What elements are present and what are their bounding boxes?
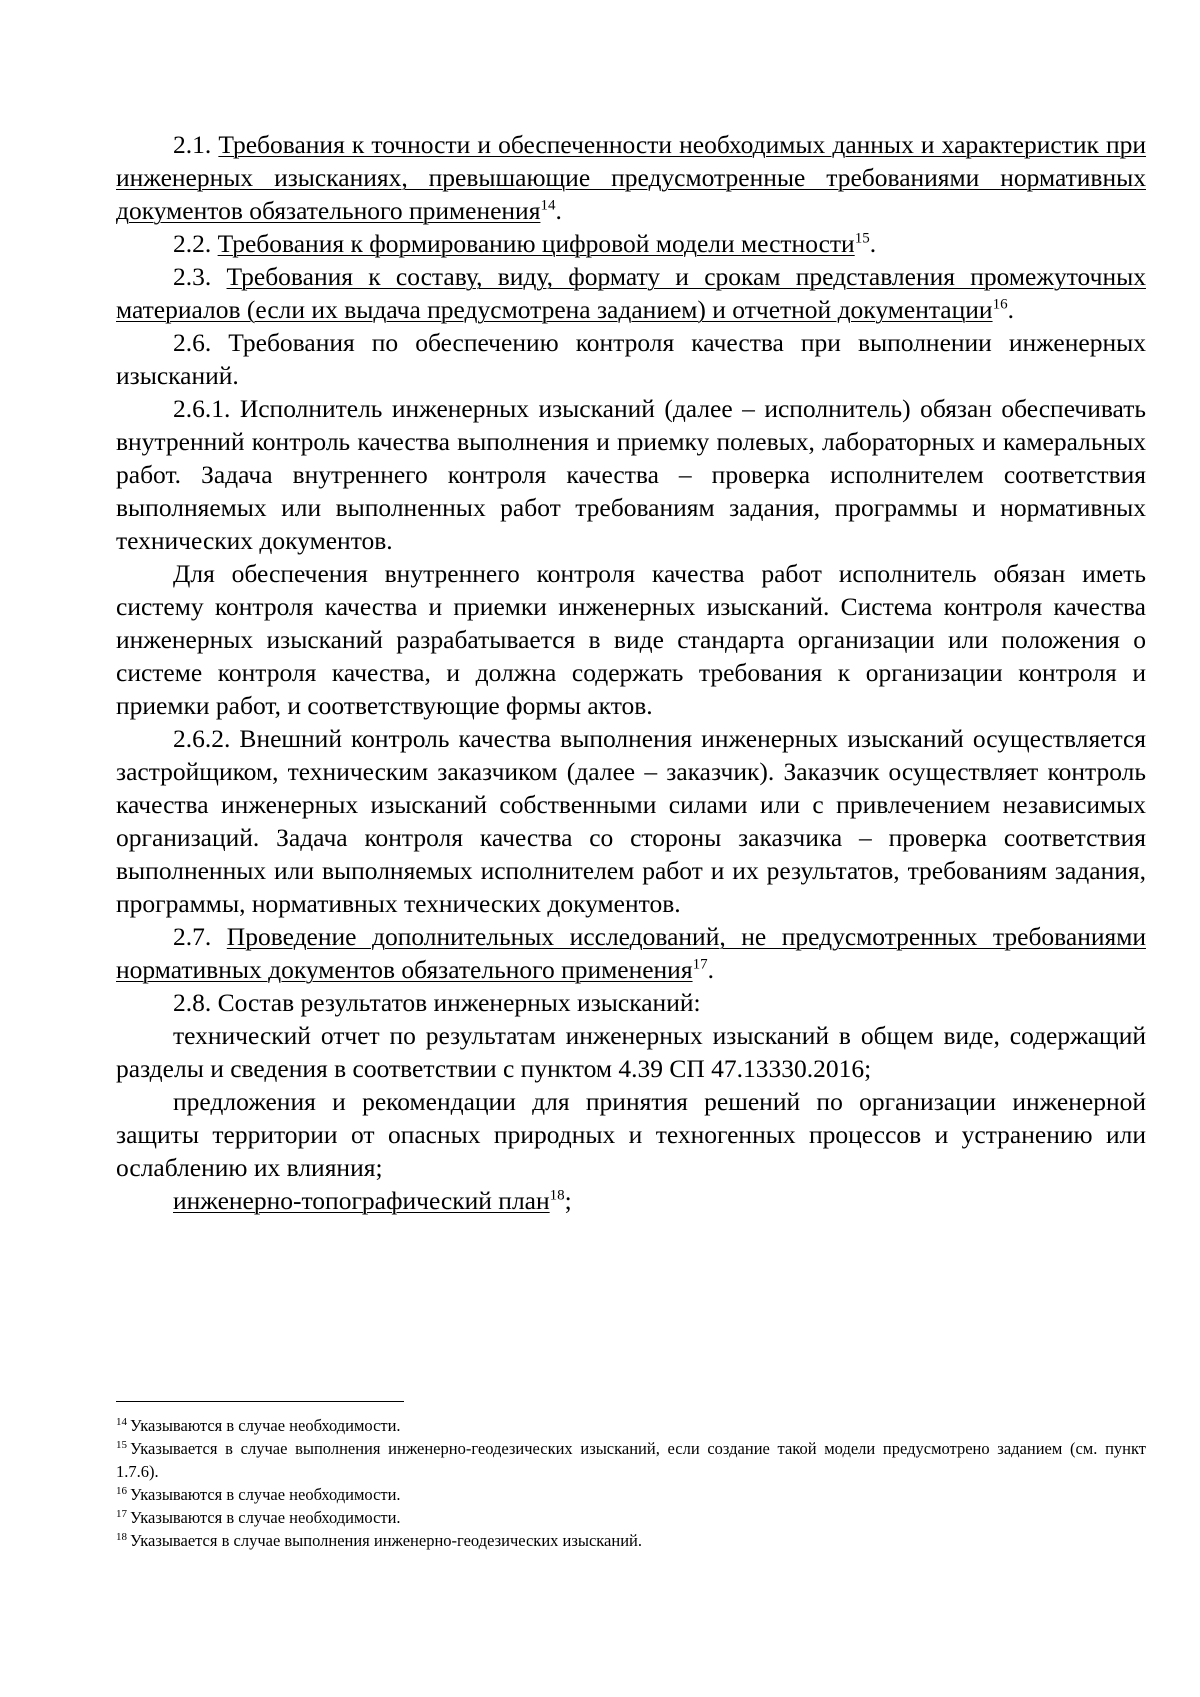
list-item-technical-report: [116, 1019, 1146, 1085]
footnote-17: [116, 1506, 1146, 1529]
paragraph-text: Требования к формированию цифровой модели местности: [217, 229, 855, 258]
paragraph-2-1: [116, 128, 1146, 227]
footnote-ref[interactable]: 14: [540, 197, 556, 214]
paragraph-text: 2.6.1. Исполнитель инженерных изысканий (далее – исполнитель) обязан обеспечивать внутренний контроль качества выполнения и приемку полевых, лабораторных и камеральных работ. Задача внутреннего контроля качества – проверка исполнителем соответствия выполняемых или выполненных работ требованиям задания, программы и нормативных технических документов.: [116, 394, 1146, 555]
paragraph-text: Требования к точности и обеспеченности необходимых данных и характеристик при инженерных изысканиях, превышающие предусмотренные требованиями нормативных документов обязательного применения: [116, 130, 1147, 225]
paragraph-text: технический отчет по результатам инженерных изысканий в общем виде, содержащий разделы и сведения в соответствии с пунктом 4.39 СП 47.13330.2016;: [116, 1021, 1146, 1083]
paragraph-2-6-1: [116, 392, 1146, 557]
footnote-18: [116, 1529, 1146, 1552]
paragraph-2-8: [116, 986, 1146, 1019]
footnote-15: [116, 1437, 1146, 1483]
paragraph-punct: .: [1007, 295, 1014, 324]
list-item-topographic-plan: [116, 1184, 1146, 1217]
footnote-16: [116, 1483, 1146, 1506]
paragraph-text: 2.6. Требования по обеспечению контроля качества при выполнении инженерных изысканий.: [116, 328, 1146, 390]
paragraph-number: 2.2.: [173, 229, 218, 258]
footnote-number: 15: [116, 1438, 127, 1451]
paragraph-text: Требования к составу, виду, формату и срокам представления промежуточных материалов (если их выдача предусмотрена заданием) и отчетной документации: [116, 262, 1146, 324]
paragraph-text: Для обеспечения внутреннего контроля качества работ исполнитель обязан иметь систему контроля качества и приемки инженерных изысканий. Система контроля качества инженерных изысканий разрабатывается в виде стандарта организации или положения о системе контроля качества, и должна содержать требования к организации контроля и приемки работ, и соответствующие формы актов.: [116, 559, 1146, 720]
paragraph-2-2: [116, 227, 1146, 260]
paragraph-number: 2.1.: [173, 130, 219, 159]
footnote-text: Указываются в случае необходимости.: [130, 1508, 401, 1527]
footnote-text: Указывается в случае выполнения инженерно-геодезических изысканий.: [130, 1531, 642, 1550]
footnote-ref[interactable]: 15: [854, 230, 870, 247]
footnotes-section: [116, 1414, 1146, 1552]
paragraph-text: Проведение дополнительных исследований, не предусмотренных требованиями нормативных документов обязательного применения: [116, 922, 1146, 984]
paragraph-punct: .: [869, 229, 877, 258]
paragraph-2-6: [116, 326, 1146, 392]
footnote-number: 14: [116, 1415, 127, 1428]
footnote-text: Указывается в случае выполнения инженерно-геодезических изысканий, если создание такой модели предусмотрено заданием (см. пункт 1.7.6).: [116, 1439, 1146, 1481]
footnote-ref[interactable]: 17: [692, 956, 708, 973]
paragraph-2-6-2: [116, 722, 1146, 920]
footnote-14: [116, 1414, 1146, 1437]
footnote-separator: [116, 1401, 404, 1402]
paragraph-internal-control: [116, 557, 1146, 722]
paragraph-number: 2.3.: [173, 262, 227, 291]
paragraph-text: 2.6.2. Внешний контроль качества выполнения инженерных изысканий осуществляется застройщиком, техническим заказчиком (далее – заказчик). Заказчик осуществляет контроль качества инженерных изысканий собственными силами или с привлечением независимых организаций. Задача контроля качества со стороны заказчика – проверка соответствия выполненных или выполняемых исполнителем работ и их результатов, требованиям задания, программы, нормативных технических документов.: [116, 724, 1146, 918]
footnote-number: 17: [116, 1507, 127, 1520]
paragraph-2-3: [116, 260, 1146, 326]
paragraph-punct: ;: [564, 1186, 572, 1215]
paragraph-punct: .: [555, 196, 562, 225]
paragraph-punct: .: [707, 955, 714, 984]
paragraph-2-7: [116, 920, 1146, 986]
footnote-ref[interactable]: 18: [549, 1187, 565, 1204]
footnote-text: Указываются в случае необходимости.: [130, 1485, 401, 1504]
paragraph-number: 2.7.: [173, 922, 227, 951]
paragraph-text: 2.8. Состав результатов инженерных изысканий:: [173, 988, 701, 1017]
footnote-ref[interactable]: 16: [992, 296, 1008, 313]
footnote-number: 18: [116, 1530, 127, 1543]
footnote-text: Указываются в случае необходимости.: [130, 1416, 401, 1435]
list-item-proposals: [116, 1085, 1146, 1184]
footnote-number: 16: [116, 1484, 127, 1497]
paragraph-text: инженерно-топографический план: [173, 1186, 550, 1215]
document-body: [116, 128, 1146, 1217]
paragraph-text: предложения и рекомендации для принятия решений по организации инженерной защиты территории от опасных природных и техногенных процессов и устранению или ослаблению их влияния;: [116, 1087, 1146, 1182]
